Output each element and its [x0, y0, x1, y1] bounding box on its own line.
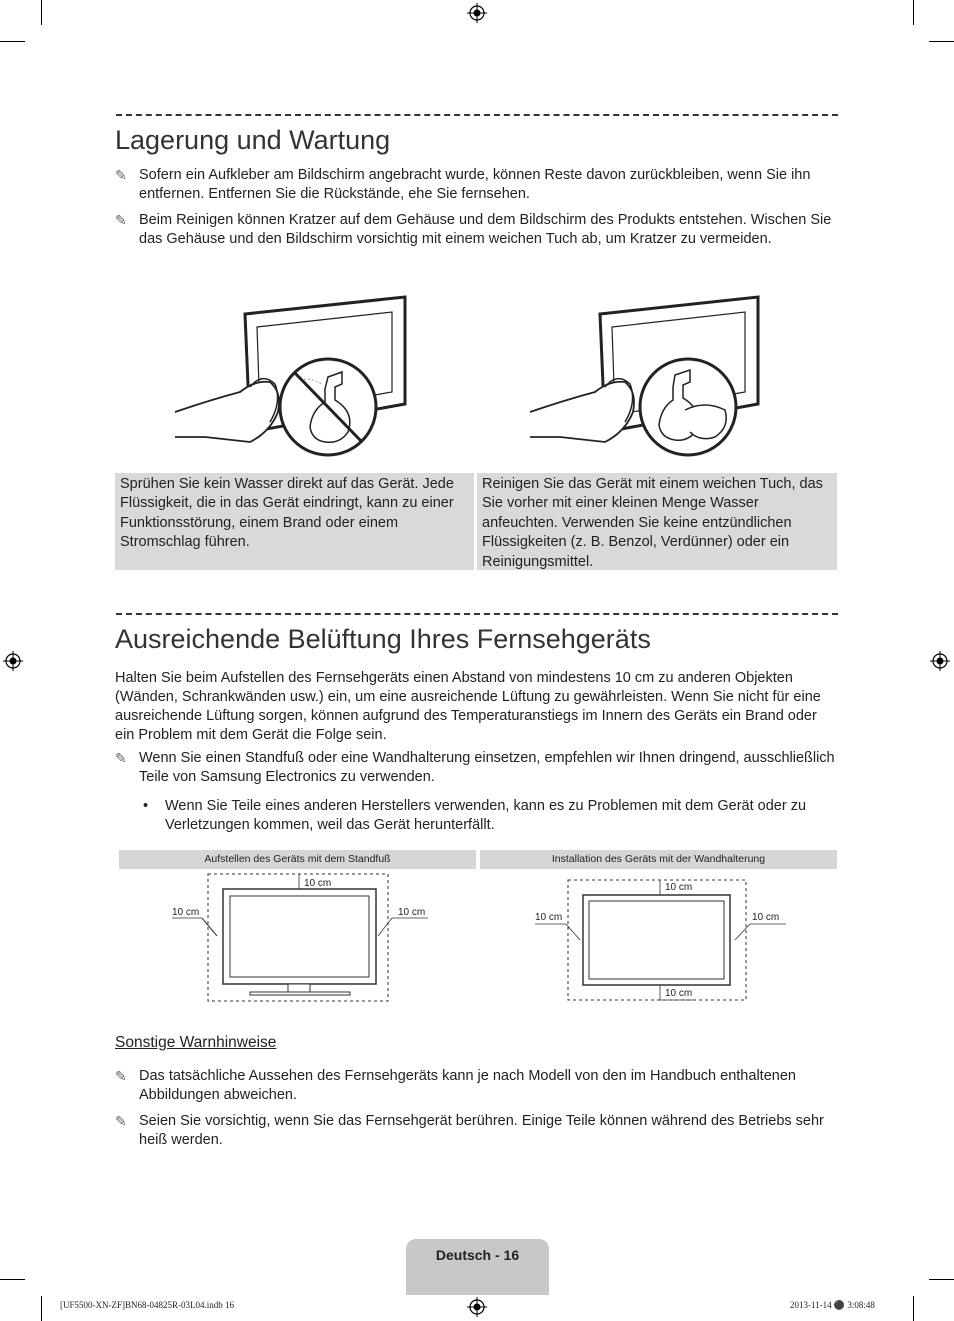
note-scratches: ✎ Beim Reinigen können Kratzer auf dem Gehäuse und dem Bildschirm des Produkts entstehen. Wischen Sie das Gehäuse und den Bildschirm vorsichtig mit einem weichen Tuch ab, um Kratzer zu vermeiden.: [115, 212, 832, 247]
diagram-label-stand: Aufstellen des Geräts mit dem Standfuß: [119, 850, 476, 869]
pencil-note-icon: ✎: [115, 212, 127, 228]
registration-mark-icon: [3, 651, 23, 671]
illustration-wet-cloth: [525, 292, 775, 462]
distance-label: 10 cm: [172, 907, 200, 918]
pencil-note-icon: ✎: [115, 167, 127, 183]
section-divider: [116, 613, 838, 615]
pencil-note-icon: ✎: [115, 1113, 127, 1129]
print-info-left: [UF5500-XN-ZF]BN68-04825R-03L04.indb 16: [60, 1300, 234, 1310]
pencil-note-icon: ✎: [115, 750, 127, 766]
distance-label: 10 cm: [304, 878, 332, 889]
distance-label: 10 cm: [665, 882, 693, 893]
diagram-wall-mount: [530, 872, 790, 1004]
registration-mark-icon: [930, 651, 950, 671]
subsection-title-warnings: Sonstige Warnhinweise: [115, 1034, 277, 1051]
note-hot-parts: ✎ Seien Sie vorsichtig, wenn Sie das Fernsehgerät berühren. Einige Teile können während des Betriebs sehr heiß werden.: [115, 1113, 824, 1148]
note-samsung-parts: ✎ Wenn Sie einen Standfuß oder eine Wandhalterung einsetzen, empfehlen wir Ihnen dringend, ausschließlich Teile von Samsung Electronics zu verwenden.: [115, 750, 835, 785]
distance-label: 10 cm: [398, 907, 426, 918]
registration-mark-icon: [467, 1297, 487, 1317]
diagram-stand: [160, 870, 440, 1005]
print-info-right: 2013-11-14 ⚫ 3:08:48: [790, 1300, 875, 1310]
registration-mark-icon: [467, 3, 487, 23]
illustration-no-spray: [170, 292, 420, 462]
distance-label: 10 cm: [752, 912, 780, 923]
note-appearance: ✎ Das tatsächliche Aussehen des Fernsehgeräts kann je nach Modell von den im Handbuch enthaltenen Abbildungen abweichen.: [115, 1068, 796, 1103]
bullet-icon: •: [143, 798, 149, 814]
page-number-tab: Deutsch - 16: [406, 1239, 549, 1295]
section-title-storage: Lagerung und Wartung: [115, 125, 391, 155]
caption-no-spray: Sprühen Sie kein Wasser direkt auf das Gerät. Jede Flüssigkeit, die in das Gerät eindringt, kann zu einer Funktionsstörung, einem Brand oder einem Stromschlag führen.: [115, 473, 474, 570]
note-sticker: ✎ Sofern ein Aufkleber am Bildschirm angebracht wurde, können Reste davon zurückbleiben, wenn Sie ihn entfernen. Entfernen Sie die Rückstände, ehe Sie fernsehen.: [115, 167, 811, 202]
bullet-item: • Wenn Sie Teile eines anderen Herstellers verwenden, kann es zu Problemen mit dem Gerät oder zu Verletzungen kommen, weil das Gerät herunterfällt.: [143, 798, 807, 833]
section-divider: [116, 114, 838, 116]
distance-label: 10 cm: [665, 988, 693, 999]
caption-wet-cloth: Reinigen Sie das Gerät mit einem weichen Tuch, das Sie vorher mit einer kleinen Menge Wasser anfeuchten. Verwenden Sie keine entzündlichen Flüssigkeiten (z. B. Benzol, Verdünner) oder ein Reinigungsmittel.: [477, 473, 837, 570]
distance-label: 10 cm: [535, 912, 563, 923]
section-title-ventilation: Ausreichende Belüftung Ihres Fernsehgeräts: [115, 624, 651, 654]
pencil-note-icon: ✎: [115, 1068, 127, 1084]
ventilation-paragraph: Halten Sie beim Aufstellen des Fernsehgeräts einen Abstand von mindestens 10 cm zu anderen Objekten (Wänden, Schrankwänden usw.) ein, um eine ausreichende Lüftung zu gewährleisten. Wenn Sie nicht für eine ausreichende Lüftung sorgen, können aufgrund des Temperaturanstiegs im Innern des Geräts ein Brand oder ein Problem mit dem Gerät die Folge sein.: [115, 670, 821, 743]
diagram-label-wall: Installation des Geräts mit der Wandhalterung: [480, 850, 837, 869]
